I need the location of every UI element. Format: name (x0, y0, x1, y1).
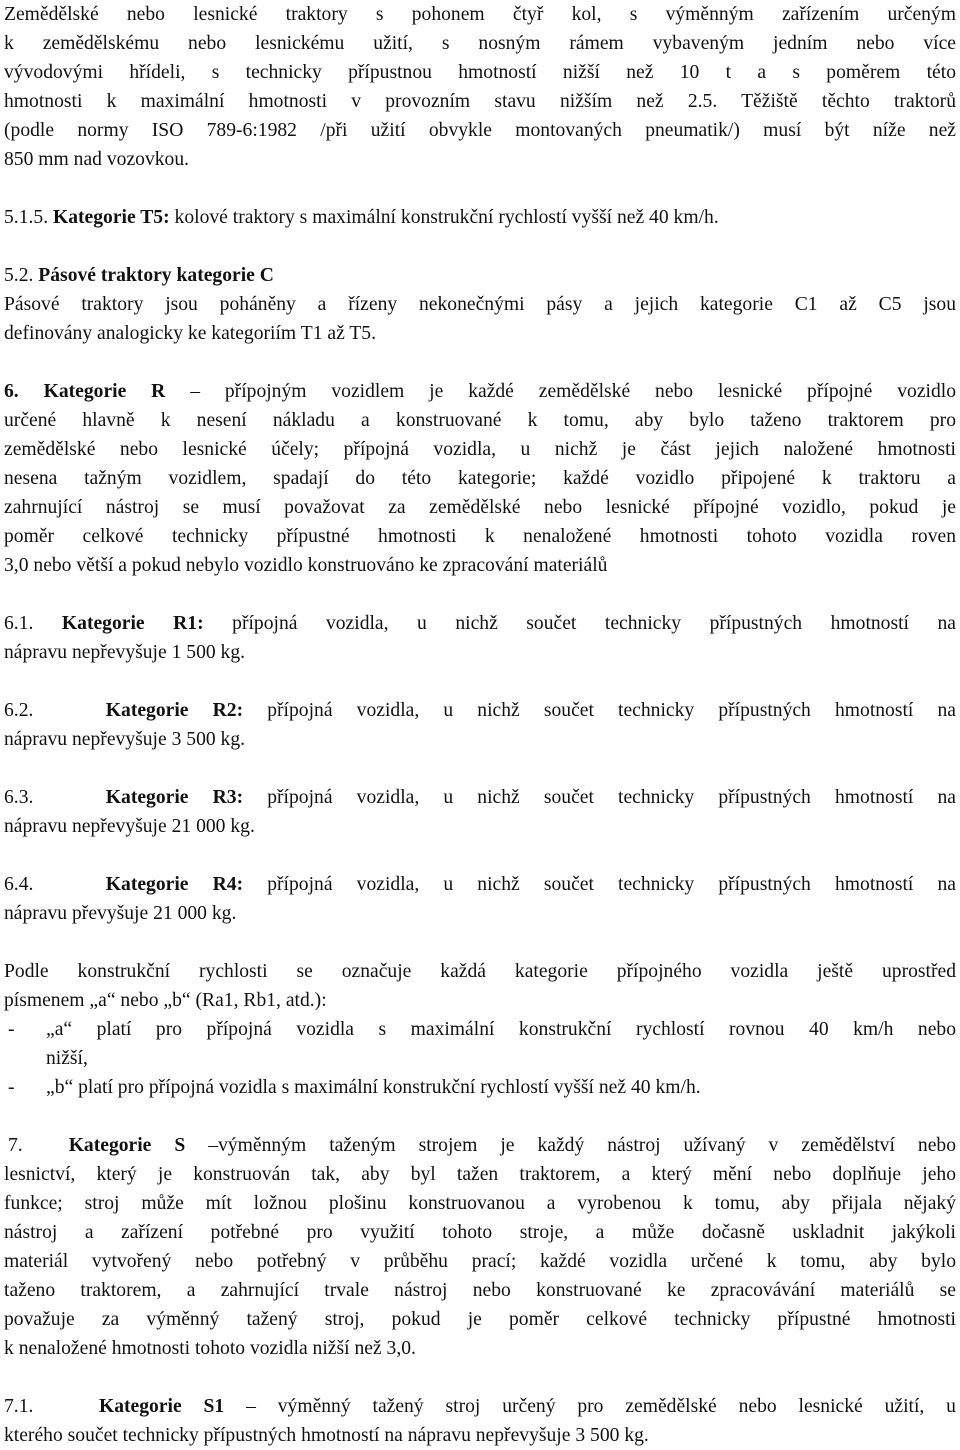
section-heading: Kategorie R4: (105, 874, 244, 895)
text-line: taženo traktorem, a zahrnující trvale nástroj nebo konstruované ke zpracovávání materiálů se (4, 1280, 956, 1301)
section-number: 6.1. (4, 613, 34, 634)
text-line: Zemědělské nebo lesnické traktory s pohonem čtyř kol, s výměnným zařízením určeným (4, 4, 956, 25)
section-number: 6.4. (4, 874, 34, 895)
text-line: 850 mm nad vozovkou. (4, 149, 190, 170)
text-line: – výměnný tažený stroj určený pro zemědělské nebo lesnické užití, u (246, 1396, 956, 1417)
text-line: nižší, (46, 1048, 88, 1069)
bullet-dash: - (8, 1077, 15, 1098)
section-heading: Pásové traktory kategorie C (38, 265, 274, 286)
text-line: přípojná vozidla, u nichž součet technicky přípustných hmotností na (267, 787, 956, 808)
text-line: definovány analogicky ke kategoriím T1 až T5. (4, 323, 376, 344)
bullet-dash: - (8, 1019, 15, 1040)
text-line: Podle konstrukční rychlosti se označuje každá kategorie přípojného vozidla ještě uprostřed (4, 961, 956, 982)
section-heading: Kategorie R3: (105, 787, 244, 808)
section-heading: Kategorie S (68, 1135, 186, 1156)
text-line: „b“ platí pro přípojná vozidla s maximální konstrukční rychlostí vyšší než 40 km/h. (46, 1077, 701, 1098)
text-line: (podle normy ISO 789-6:1982 /při užití obvykle montovaných pneumatik/) musí být níže než (4, 120, 956, 141)
text-line: nápravu nepřevyšuje 21 000 kg. (4, 816, 255, 837)
text-line: nesena tažným vozidlem, spadají do této kategorie; každé vozidlo připojené k traktoru a (4, 468, 956, 489)
section-6-4 (4, 870, 956, 928)
text-line: „a“ platí pro přípojná vozidla s maximální konstrukční rychlostí rovnou 40 km/h nebo (46, 1019, 956, 1040)
section-6 (4, 377, 956, 580)
text-line: písmenem „a“ nebo „b“ (Ra1, Rb1, atd.): (4, 990, 327, 1011)
text-line: 3,0 nebo větší a pokud nebylo vozidlo konstruováno ke zpracování materiálů (4, 555, 608, 576)
section-number: 5.2. (4, 265, 34, 286)
text-line: k nenaložené hmotnosti tohoto vozidla nižší než 3,0. (4, 1338, 416, 1359)
section-6-1 (4, 609, 956, 667)
section-number: 5.1.5. (4, 207, 49, 228)
text-line: – přípojným vozidlem je každé zemědělské nebo lesnické přípojné vozidlo (190, 381, 956, 402)
section-number: 7.1. (4, 1396, 34, 1417)
document-page (4, 0, 956, 1450)
text-line: kterého součet technicky přípustných hmotností na nápravu nepřevyšuje 3 500 kg. (4, 1425, 649, 1446)
text-line: funkce; stroj může mít ložnou plošinu konstruovanou a vyrobenou k tomu, aby přijala nějaký (4, 1193, 956, 1214)
text-line: nápravu nepřevyšuje 3 500 kg. (4, 729, 246, 750)
section-heading: Kategorie T5: (53, 207, 170, 228)
text-line: hmotnosti k maximální hmotnosti v provozním stavu nižším než 2.5. Těžiště těchto traktorů (4, 91, 956, 112)
section-6-2 (4, 696, 956, 754)
section-number: 6.2. (4, 700, 34, 721)
speed-paragraph (4, 957, 956, 1015)
text-line: přípojná vozidla, u nichž součet technicky přípustných hmotností na (267, 874, 956, 895)
text-line: nápravu nepřevyšuje 1 500 kg. (4, 642, 246, 663)
section-5-2 (4, 261, 956, 348)
section-number: 7. (8, 1135, 23, 1156)
text-line: zemědělské nebo lesnické účely; přípojná vozidla, u nichž je část jejich naložené hmotnosti (4, 439, 956, 460)
text-line: materiál vytvořený nebo potřebný v průběhu prací; každé vozidla určené k tomu, aby bylo (4, 1251, 956, 1272)
section-heading: Kategorie R (43, 381, 166, 402)
tractor-paragraph (4, 0, 956, 174)
section-number: 6.3. (4, 787, 34, 808)
section-heading: Kategorie R1: (61, 613, 204, 634)
text-line: lesnictví, který je konstruován tak, aby byl tažen traktorem, a který mění nebo doplňuje jeho (4, 1164, 956, 1185)
section-7-1 (4, 1392, 956, 1450)
section-heading: Kategorie S1 (98, 1396, 225, 1417)
text-line: vývodovými hřídeli, s technicky přípustnou hmotností nižší než 10 t a s poměrem této (4, 62, 956, 83)
text-line: přípojná vozidla, u nichž součet technicky přípustných hmotností na (267, 700, 956, 721)
text-line: k zemědělskému nebo lesnickému užití, s nosným rámem vybaveným jedním nebo více (4, 33, 956, 54)
text-line: určené hlavně k nesení nákladu a konstruované k tomu, aby bylo taženo traktorem pro (4, 410, 956, 431)
list-item (4, 1073, 956, 1102)
section-number: 6. (4, 381, 19, 402)
text-line: nástroj a zařízení potřebné pro využití tohoto stroje, a může dočasně uskladnit jakýkoli (4, 1222, 956, 1243)
list-item (4, 1015, 956, 1073)
text-line: –výměnným taženým strojem je každý nástroj užívaný v zemědělství nebo (208, 1135, 956, 1156)
text-line: nápravu převyšuje 21 000 kg. (4, 903, 237, 924)
section-5-1-5 (4, 203, 956, 232)
text-line: poměr celkové technicky přípustné hmotnosti k nenaložené hmotnosti tohoto vozidla roven (4, 526, 956, 547)
text-line: Pásové traktory jsou poháněny a řízeny nekonečnými pásy a jejich kategorie C1 až C5 jsou (4, 294, 956, 315)
text-line: považuje za výměnný tažený stroj, pokud je poměr celkové technicky přípustné hmotnosti (4, 1309, 956, 1330)
text-line: přípojná vozidla, u nichž součet technicky přípustných hmotností na (232, 613, 957, 634)
section-6-3 (4, 783, 956, 841)
section-7 (4, 1131, 956, 1363)
section-heading: Kategorie R2: (105, 700, 244, 721)
section-text: kolové traktory s maximální konstrukční rychlostí vyšší než 40 km/h. (174, 207, 719, 228)
text-line: zahrnující nástroj se musí považovat za zemědělské nebo lesnické přípojné vozidlo, pokud je (4, 497, 956, 518)
